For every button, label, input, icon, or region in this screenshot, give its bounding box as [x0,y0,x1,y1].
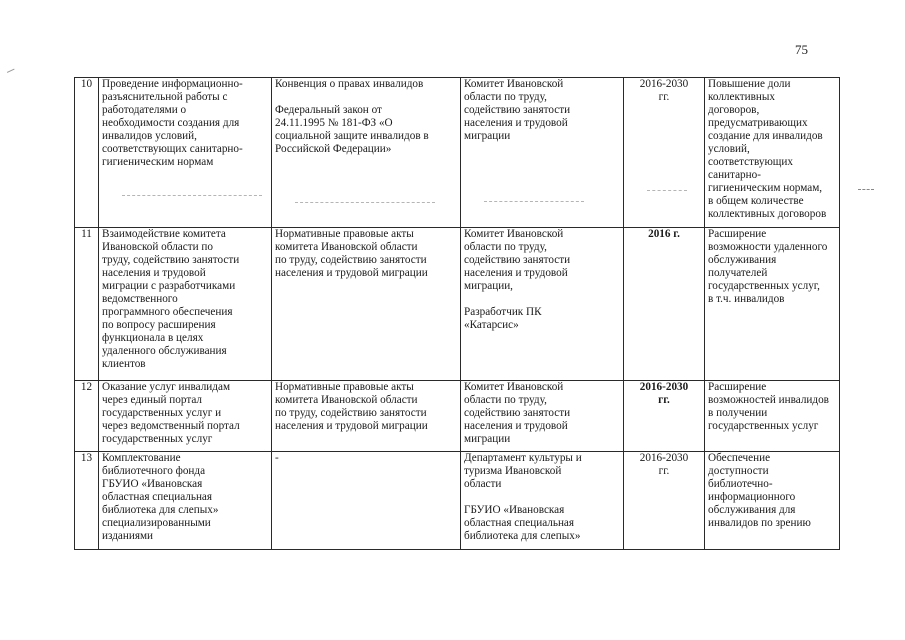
period-text: 2016-2030 гг. [639,381,689,406]
table-row [75,78,840,228]
basis-cell [272,78,461,228]
scan-artifact-mark [7,69,17,79]
faint-rule [647,190,687,191]
row-number-cell [75,228,99,381]
period-cell [624,78,705,228]
result-text: Обеспечение доступности библиотечно- информационного обслуживания для инвалидов по зрению [708,452,811,529]
basis-cell [272,452,461,550]
period-text: 2016 г. [648,228,680,240]
result-text: Расширение возможностей инвалидов в получении государственных услуг [708,381,829,432]
row-number: 11 [81,228,92,240]
result-cell [705,78,840,228]
faint-rule [295,202,435,203]
faint-rule [484,201,584,202]
activity-text: Взаимодействие комитета Ивановской области по труду, содействию занятости населения и трудовой миграции с разработчиками ведомственного программного обеспечения по вопросу расширения функционала в целях удаленного обслуживания клиентов [102,228,240,370]
period-cell [624,381,705,452]
period-text: 2016-2030 гг. [639,78,689,103]
table-row [75,381,840,452]
result-cell [705,381,840,452]
faint-rule [122,195,262,196]
executor-text: Комитет Ивановской области по труду, содействию занятости населения и трудовой миграции [464,78,571,142]
activity-cell [99,78,272,228]
activity-cell [99,228,272,381]
executor-text: Комитет Ивановской области по труду, содействию занятости населения и трудовой миграции [464,381,571,445]
table-row [75,228,840,381]
period-cell [624,452,705,550]
result-text: Расширение возможности удаленного обслуживания получателей государственных услуг, в т.ч. инвалидов [708,228,828,305]
period-cell [624,228,705,381]
row-number-cell [75,381,99,452]
executor-cell [461,78,624,228]
activity-text: Оказание услуг инвалидам через единый портал государственных услуг и через ведомственный портал государственных услуг [102,381,240,445]
row-number: 13 [80,452,93,464]
result-cell [705,452,840,550]
activity-text: Комплектование библиотечного фонда ГБУИО «Ивановская областная специальная библиотека для слепых» специализированными изданиями [102,452,219,542]
basis-text: - [275,452,279,464]
basis-cell [272,228,461,381]
table-row [75,452,840,550]
executor-cell [461,381,624,452]
page-number: 75 [795,42,808,57]
measures-table [74,77,840,550]
scan-artifact-dash [858,189,874,190]
row-number-cell [75,452,99,550]
basis-text: Нормативные правовые акты комитета Ивановской области по труду, содействию занятости населения и трудовой миграции [275,228,428,279]
row-number: 12 [80,381,93,393]
row-number: 10 [80,78,93,90]
basis-text: Нормативные правовые акты комитета Ивановской области по труду, содействию занятости населения и трудовой миграции [275,381,428,432]
executor-cell [461,452,624,550]
executor-text: Комитет Ивановской области по труду, содействию занятости населения и трудовой миграции, Разработчик ПК «Катарсис» [464,228,571,331]
row-number-cell [75,78,99,228]
executor-cell [461,228,624,381]
basis-text: Конвенция о правах инвалидов Федеральный закон от 24.11.1995 № 181-ФЗ «О социальной защите инвалидов в Российской Федерации» [275,78,429,155]
result-text: Повышение доли коллективных договоров, предусматривающих создание для инвалидов условий, соответствующих санитарно- гигиеническим нормам, в общем количестве коллективных договоров [708,78,827,220]
activity-cell [99,381,272,452]
activity-cell [99,452,272,550]
result-cell [705,228,840,381]
activity-text: Проведение информационно- разъяснительной работы с работодателями о необходимости создания для инвалидов условий, соответствующих санитарно- гигиеническим нормам [102,78,243,168]
basis-cell [272,381,461,452]
executor-text: Департамент культуры и туризма Ивановской области ГБУИО «Ивановская областная специальная библиотека для слепых» [464,452,582,542]
period-text: 2016-2030 гг. [639,452,689,477]
